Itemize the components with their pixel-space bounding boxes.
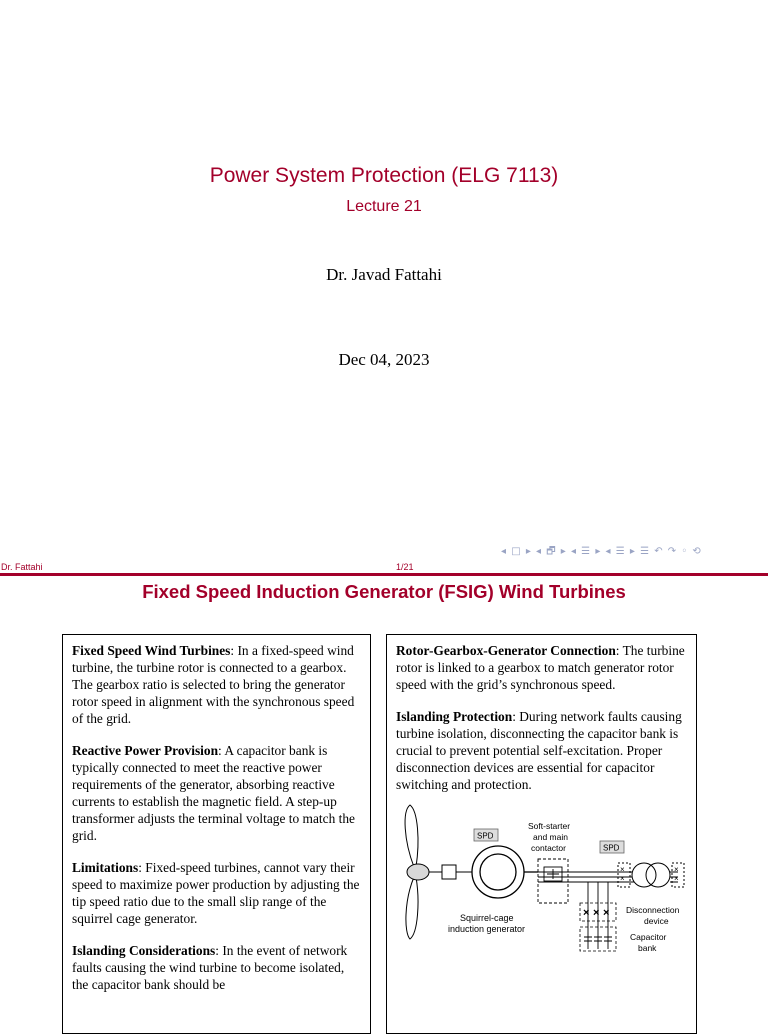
spd-label-left: SPD (477, 831, 494, 841)
paragraph-heading: Islanding Protection (396, 709, 513, 724)
paragraph-text: : Fixed-speed turbines, cannot vary their speed to maximize power production by adjusting the tip speed ratio due to the small slip range of the squirrel cage generator. (72, 860, 360, 926)
paragraph-text: : A capacitor bank is typically connected to meet the reactive power requirements of the generator, absorbing reactive currents to establish the magnetic field. A step-up transformer adjusts the terminal voltage to match the grid. (72, 743, 355, 843)
paragraph-reactive-power (72, 742, 363, 844)
right-content-box (386, 634, 697, 1034)
paragraph-fixed-speed (72, 642, 363, 727)
paragraph-rotor-gearbox (396, 642, 689, 693)
svg-text:×: × (593, 907, 600, 919)
beamer-navigation-icons[interactable]: ◂ □ ▸ ◂ 🗗 ▸ ◂ ☰ ▸ ◂ ☰ ▸ ☰ ↶ ↷ ◦ ⟲ (501, 546, 702, 557)
presentation-title: Power System Protection (ELG 7113) (209, 164, 559, 187)
soft-starter-label-line2: and main (533, 832, 568, 842)
capacitor-label-line1: Capacitor (630, 932, 667, 942)
svg-text:×: × (620, 865, 625, 874)
generator-label-line1: Squirrel-cage (460, 913, 514, 923)
paragraph-heading: Limitations (72, 860, 139, 875)
capacitor-label-line2: bank (638, 943, 657, 953)
paragraph-text: : During network faults causing turbine isolation, disconnecting the capacitor bank is crucial to prevent potential self-excitation. Proper disconnection devices are essential for capacitor switching and protection. (396, 709, 682, 792)
paragraph-islanding-considerations (72, 942, 363, 993)
slide-title: Fixed Speed Induction Generator (FSIG) Wind Turbines (142, 581, 626, 602)
paragraph-heading: Fixed Speed Wind Turbines (72, 643, 231, 658)
paragraph-islanding-protection (396, 708, 689, 793)
presentation-date: Dec 04, 2023 (338, 350, 430, 369)
svg-text:×: × (674, 874, 679, 883)
svg-text:×: × (603, 907, 610, 919)
generator-label-line2: induction generator (448, 924, 526, 934)
footer-author: Dr. Fattahi (1, 562, 43, 572)
footer-page-number: 1/21 (396, 562, 414, 572)
paragraph-heading: Reactive Power Provision (72, 743, 219, 758)
gearbox-icon (442, 865, 474, 879)
author-name: Dr. Javad Fattahi (326, 265, 442, 284)
step-up-transformer-icon (618, 863, 684, 887)
soft-starter-label-line3: contactor (531, 843, 566, 853)
paragraph-heading: Rotor-Gearbox-Generator Connection (396, 643, 616, 658)
turbine-rotor-icon (405, 805, 442, 939)
paragraph-text: : The turbine rotor is linked to a gearbox to match generator rotor speed with the grid’s synchronous speed. (396, 643, 685, 692)
paragraph-text: : In a fixed-speed wind turbine, the turbine rotor is connected to a gearbox. The gearbox ratio is selected to bring the generator rotor speed in alignment with the synchronous speed of the grid. (72, 643, 355, 726)
paragraph-limitations (72, 859, 363, 927)
paragraph-text: : In the event of network faults causing the wind turbine to become isolated, the capacitor bank should be (72, 943, 348, 992)
disconnection-label-line1: Disconnection (626, 905, 680, 915)
soft-starter-label-line1: Soft-starter (528, 821, 571, 831)
left-content-box (62, 634, 371, 1034)
lecture-subtitle: Lecture 21 (346, 198, 422, 215)
svg-text:×: × (583, 907, 590, 919)
svg-text:×: × (620, 874, 625, 883)
generator-icon (472, 846, 538, 898)
soft-starter-icon (538, 859, 568, 903)
svg-text:×: × (674, 865, 679, 874)
paragraph-heading: Islanding Considerations (72, 943, 216, 958)
fsig-wiring-diagram (396, 801, 688, 961)
spd-label-right: SPD (603, 843, 620, 853)
slide-divider (0, 574, 768, 576)
disconnection-label-line2: device (644, 916, 669, 926)
slide-footer (0, 562, 768, 574)
